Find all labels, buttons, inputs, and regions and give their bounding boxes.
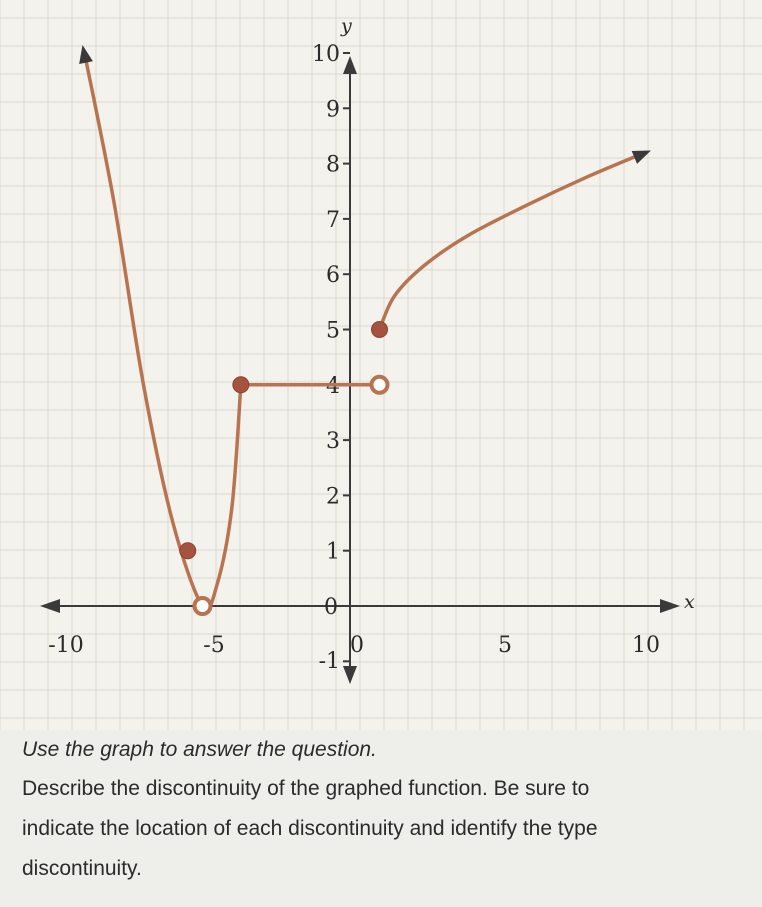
closed-point	[233, 377, 249, 393]
y-tick-label: 4	[326, 373, 340, 399]
y-tick-label: 6	[326, 263, 340, 289]
y-tick-label: 1	[326, 539, 340, 565]
closed-point	[372, 322, 388, 338]
y-tick-label: 9	[326, 97, 340, 123]
x-tick-label: 10	[632, 633, 660, 658]
x-tick-label: 0	[350, 633, 364, 658]
y-tick-label: 0	[324, 595, 338, 620]
x-tick-label: -10	[48, 633, 84, 658]
y-tick-label: -1	[318, 649, 340, 674]
y-axis-label: y	[341, 15, 352, 37]
open-point	[372, 377, 388, 393]
y-tick-label: 3	[326, 429, 340, 455]
y-tick-label: 5	[326, 318, 340, 344]
x-axis-label: x	[684, 591, 695, 613]
closed-point	[180, 543, 196, 559]
open-point	[195, 598, 211, 614]
x-tick-label: -5	[203, 633, 225, 658]
question-line-1: Describe the discontinuity of the graphed function. Be sure to	[22, 777, 590, 800]
y-tick-label: 10	[312, 42, 340, 67]
question-line-2: indicate the location of each discontinuity and identify the type	[22, 817, 598, 840]
y-tick-label: 7	[326, 207, 340, 233]
x-tick-label: 5	[498, 633, 512, 658]
question-line-3: discontinuity.	[22, 857, 142, 880]
y-tick-label: 8	[326, 152, 340, 178]
y-tick-label: 2	[326, 484, 340, 510]
question-intro: Use the graph to answer the question.	[22, 738, 377, 761]
